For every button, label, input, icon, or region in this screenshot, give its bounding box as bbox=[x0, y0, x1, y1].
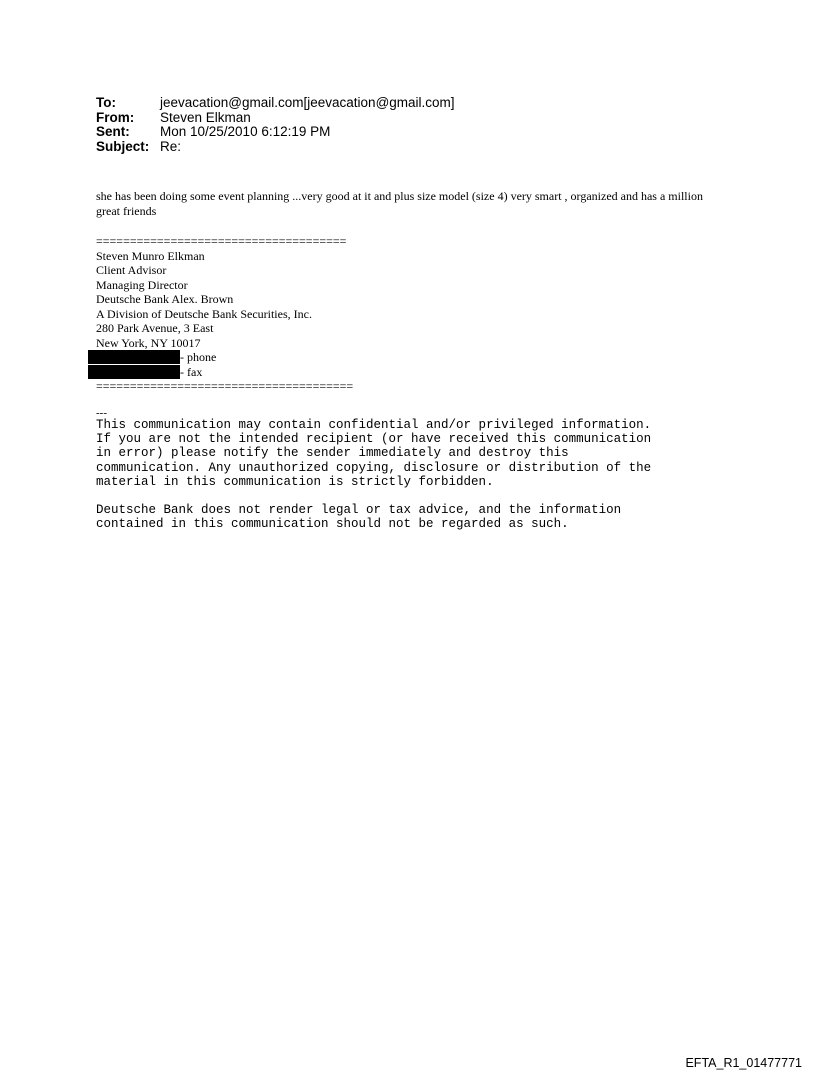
confidentiality-disclaimer bbox=[96, 408, 651, 532]
disclaimer-dashes: --- bbox=[96, 407, 107, 419]
email-body: she has been doing some event planning ...very good at it and plus size model (size 4) very smart , organized and has a million great friends bbox=[96, 189, 703, 218]
signature-company: Deutsche Bank Alex. Brown bbox=[96, 292, 234, 306]
email-signature bbox=[96, 234, 353, 394]
signature-name: Steven Munro Elkman bbox=[96, 248, 205, 263]
signature-divider-bottom: ====================================== bbox=[96, 379, 354, 393]
sent-value: Mon 10/25/2010 6:12:19 PM bbox=[160, 124, 331, 139]
signature-divider-top: ===================================== bbox=[96, 234, 347, 248]
disclaimer-paragraph-tax-advice: Deutsche Bank does not render legal or tax advice, and the information contained in this communication should not be regarded as such. bbox=[96, 503, 622, 532]
subject-value: Re: bbox=[160, 138, 182, 154]
signature-title-client-advisor: Client Advisor bbox=[96, 263, 167, 277]
sent-label: Sent: bbox=[96, 124, 130, 139]
signature-fax-line bbox=[96, 365, 353, 380]
to-row bbox=[96, 96, 455, 111]
signature-address-city: New York, NY 10017 bbox=[96, 335, 201, 350]
signature-phone-line bbox=[96, 350, 353, 365]
disclaimer-paragraph-confidential: This communication may contain confidential and/or privileged information. If you are not the intended recipient (or have received this communication in error) please notify the sender immediately and destroy this communication. Any unauthorized copying, disclosure or distribution of the material in this communication is strictly forbidden. bbox=[96, 418, 652, 489]
signature-address-street: 280 Park Avenue, 3 East bbox=[96, 321, 214, 335]
subject-label: Subject: bbox=[96, 138, 150, 154]
document-id: EFTA_R1_01477771 bbox=[685, 1056, 802, 1070]
from-value: Steven Elkman bbox=[160, 109, 251, 125]
signature-division: A Division of Deutsche Bank Securities, Inc. bbox=[96, 306, 312, 321]
to-label: To: bbox=[96, 95, 116, 110]
fax-label: - fax bbox=[180, 364, 203, 379]
from-label: From: bbox=[96, 109, 135, 125]
redaction-block-fax bbox=[88, 365, 180, 379]
sent-row bbox=[96, 125, 455, 140]
phone-label: - phone bbox=[180, 350, 217, 364]
signature-title-managing-director: Managing Director bbox=[96, 277, 188, 292]
to-value: jeevacation@gmail.com[jeevacation@gmail.com] bbox=[160, 95, 455, 110]
from-row bbox=[96, 111, 455, 126]
subject-row bbox=[96, 140, 455, 155]
redaction-block-phone bbox=[88, 350, 180, 364]
email-header bbox=[96, 96, 455, 154]
